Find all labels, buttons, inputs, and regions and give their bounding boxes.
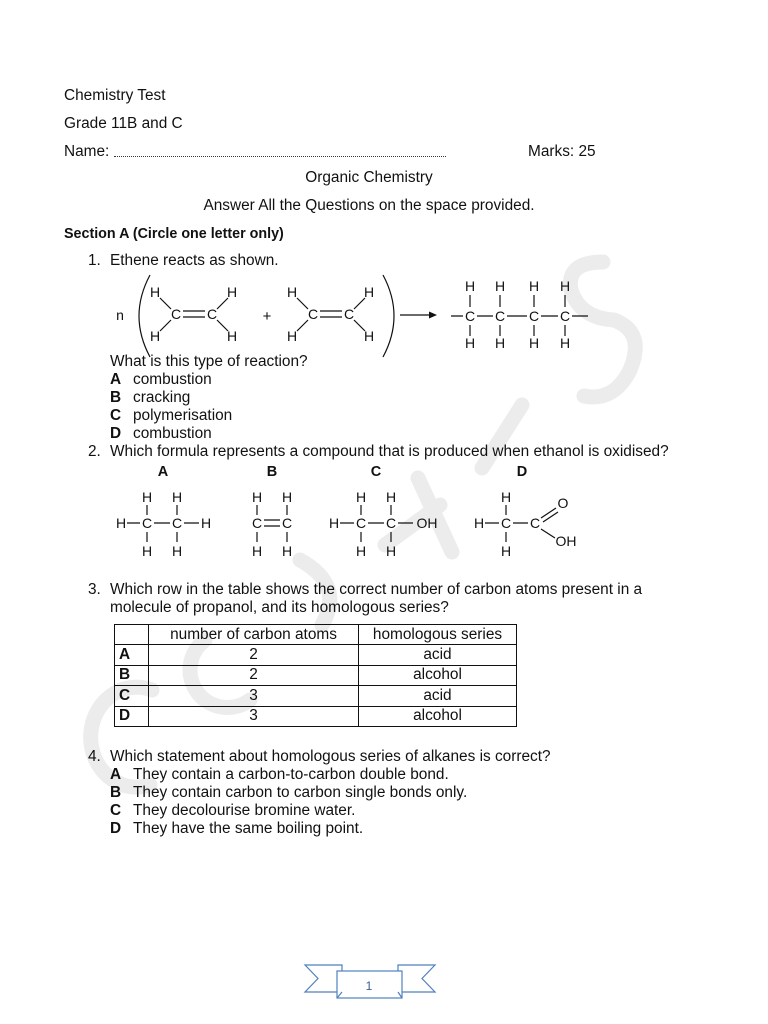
name-blank-line [114, 143, 446, 157]
atom-hydrogen: H [200, 515, 212, 531]
structure-a [116, 489, 211, 559]
option-text: polymerisation [133, 407, 233, 424]
option-letter: B [110, 389, 122, 406]
atom-hydrogen: H [141, 543, 153, 559]
question-number: 4. [88, 748, 101, 765]
atom-carbon: C [529, 515, 541, 531]
atom-carbon: C [385, 515, 397, 531]
reaction-arrow-head [429, 312, 437, 319]
atom-hydrogen: H [494, 278, 506, 294]
atom-hydrogen: H [500, 543, 512, 559]
atom-hydrogen: H [171, 543, 183, 559]
topic-title: Organic Chemistry [305, 169, 433, 186]
q2-structural-formulae [116, 464, 577, 559]
homologous-series-cell: acid [359, 686, 517, 706]
atom-hydrogen: H [473, 515, 485, 531]
answer-table [114, 624, 517, 727]
option-label-d: D [516, 464, 528, 480]
structure-d-bonds [485, 505, 558, 542]
atom-hydrogen: H [149, 328, 161, 344]
atom-hydrogen: H [559, 335, 571, 351]
atom-hydrogen: H [281, 543, 293, 559]
carbon-atom-count: 2 [149, 645, 359, 665]
atom-hydrogen: H [355, 489, 367, 505]
option-text: They decolourise bromine water. [133, 802, 356, 819]
option-label-a: A [157, 464, 169, 480]
test-title: Chemistry Test [64, 87, 166, 104]
carbon-atom-count: 2 [149, 665, 359, 685]
atom-hydrogen: H [385, 489, 397, 505]
hydroxyl-group: OH [555, 533, 577, 549]
option-letter: A [110, 766, 122, 783]
atom-hydrogen: H [559, 278, 571, 294]
question-text-line: Which row in the table shows the correct number of carbon atoms present in a [110, 581, 643, 598]
row-letter: B [115, 665, 149, 685]
carbon-atom-count: 3 [149, 686, 359, 706]
option-letter: A [110, 371, 122, 388]
question-text: Which formula represents a compound that is produced when ethanol is oxidised? [110, 443, 669, 460]
table-corner-cell [115, 625, 149, 645]
atom-hydrogen: H [363, 284, 375, 300]
page-number: 1 [365, 979, 373, 993]
option-text: cracking [133, 389, 191, 406]
atom-hydrogen: H [251, 543, 263, 559]
question-number: 2. [88, 443, 101, 460]
ribbon-right-tail [398, 965, 435, 992]
atom-hydrogen: H [286, 328, 298, 344]
atom-carbon: C [251, 515, 263, 531]
option-letter: D [110, 425, 122, 442]
marks-label: Marks: 25 [528, 143, 596, 160]
question-number: 1. [88, 252, 101, 269]
table-row [115, 686, 517, 706]
atom-hydrogen: H [251, 489, 263, 505]
option-text: They have the same boiling point. [133, 820, 364, 837]
atom-hydrogen: H [385, 543, 397, 559]
option-letter: D [110, 820, 122, 837]
atom-hydrogen: H [281, 489, 293, 505]
row-letter: C [115, 686, 149, 706]
atom-carbon: C [494, 308, 506, 324]
table-header-row [115, 625, 517, 645]
atom-hydrogen: H [494, 335, 506, 351]
row-letter: D [115, 706, 149, 726]
atom-carbon: C [141, 515, 153, 531]
atom-hydrogen: H [115, 515, 127, 531]
left-bracket [139, 275, 150, 357]
right-bracket [383, 275, 394, 357]
column-header-homologous-series: homologous series [359, 625, 517, 645]
atom-carbon: C [464, 308, 476, 324]
grade-line: Grade 11B and C [64, 115, 183, 132]
option-text: combustion [133, 371, 212, 388]
option-label-b: B [266, 464, 278, 480]
ethene-molecule-2 [287, 284, 374, 344]
table-row [115, 645, 517, 665]
option-text: They contain carbon to carbon single bonds only. [133, 784, 468, 801]
carbon-atom-count: 3 [149, 706, 359, 726]
homologous-series-cell: acid [359, 645, 517, 665]
atom-carbon: C [281, 515, 293, 531]
atom-hydrogen: H [464, 335, 476, 351]
question-text: Ethene reacts as shown. [110, 252, 279, 269]
table-row [115, 665, 517, 685]
structure-a-bonds [127, 505, 199, 542]
structure-b [252, 489, 292, 559]
poly-ethene-chain [451, 278, 588, 351]
atom-hydrogen: H [171, 489, 183, 505]
atom-hydrogen: H [500, 489, 512, 505]
coefficient-n: n [116, 307, 124, 323]
section-heading: Section A (Circle one letter only) [64, 226, 284, 242]
atom-carbon: C [171, 515, 183, 531]
table-row [115, 706, 517, 726]
plus-sign: + [262, 308, 272, 325]
structure-d [474, 489, 577, 559]
option-letter: C [110, 407, 122, 424]
name-label: Name: [64, 143, 110, 160]
homologous-series-cell: alcohol [359, 706, 517, 726]
atom-carbon: C [307, 306, 319, 322]
atom-hydrogen: H [464, 278, 476, 294]
question-prompt: What is this type of reaction? [110, 353, 308, 370]
atom-hydrogen: H [528, 278, 540, 294]
atom-hydrogen: H [363, 328, 375, 344]
option-text: combustion [133, 425, 212, 442]
question-text-line: molecule of propanol, and its homologous series? [110, 599, 449, 616]
atom-hydrogen: H [286, 284, 298, 300]
homologous-series-cell: alcohol [359, 665, 517, 685]
atom-carbon: C [355, 515, 367, 531]
atom-carbon: C [343, 306, 355, 322]
column-header-carbon-atoms: number of carbon atoms [149, 625, 359, 645]
atom-hydrogen: H [226, 284, 238, 300]
atom-hydrogen: H [149, 284, 161, 300]
atom-carbon: C [528, 308, 540, 324]
option-text: They contain a carbon-to-carbon double bond. [133, 766, 449, 783]
atom-hydrogen: H [328, 515, 340, 531]
question-text: Which statement about homologous series of alkanes is correct? [110, 748, 551, 765]
option-letter: C [110, 802, 122, 819]
watermark-stroke [570, 262, 635, 397]
atom-oxygen: O [557, 495, 569, 511]
atom-hydrogen: H [141, 489, 153, 505]
hydroxyl-group: OH [416, 515, 438, 531]
question-number: 3. [88, 581, 101, 598]
atom-hydrogen: H [528, 335, 540, 351]
instruction-line: Answer All the Questions on the space provided. [203, 197, 535, 214]
atom-carbon: C [206, 306, 218, 322]
atom-carbon: C [170, 306, 182, 322]
atom-carbon: C [559, 308, 571, 324]
row-letter: A [115, 645, 149, 665]
ethene-molecule-1 [150, 284, 237, 344]
atom-hydrogen: H [355, 543, 367, 559]
atom-hydrogen: H [226, 328, 238, 344]
atom-carbon: C [500, 515, 512, 531]
option-label-c: C [370, 464, 382, 480]
option-letter: B [110, 784, 122, 801]
page-number-ribbon [305, 965, 435, 998]
q1-polymerisation-equation [116, 275, 588, 357]
